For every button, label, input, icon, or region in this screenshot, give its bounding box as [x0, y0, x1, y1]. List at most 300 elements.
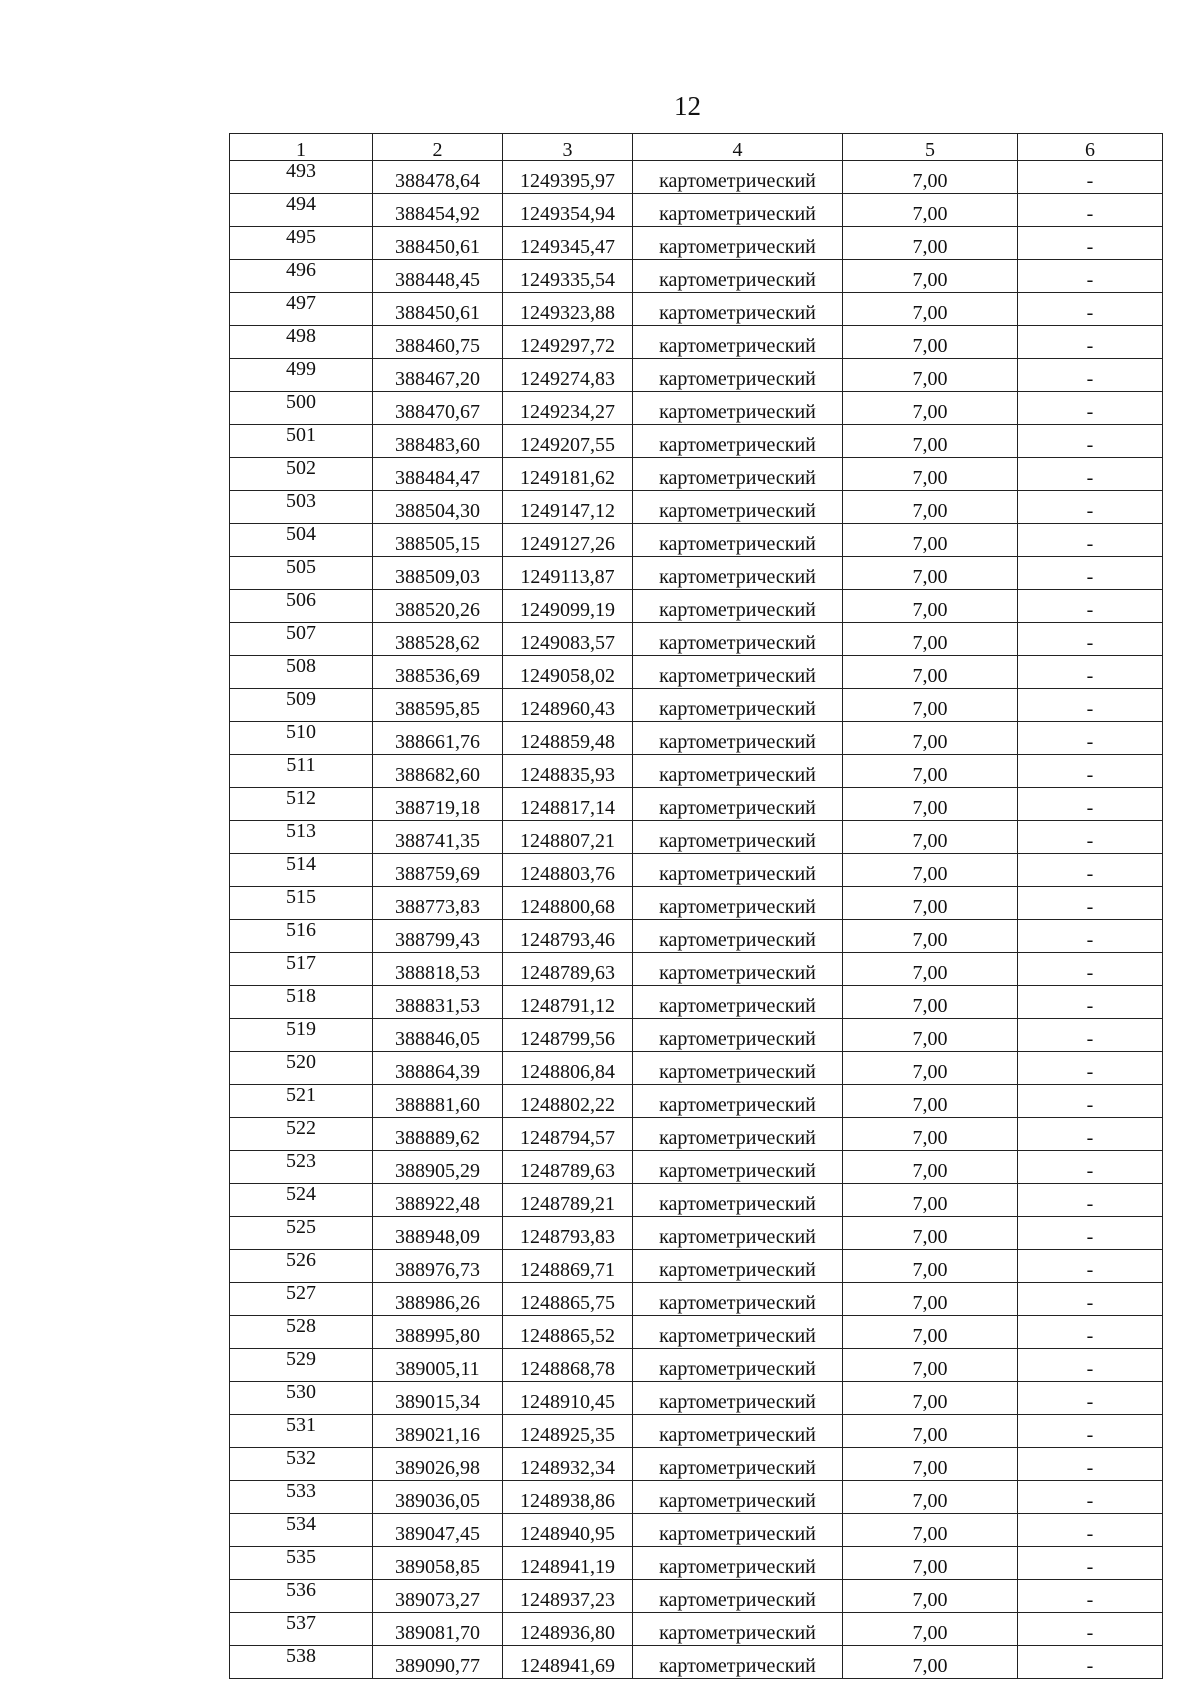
- y-coordinate-cell: 1248789,63: [503, 953, 633, 986]
- y-coordinate-cell: 1248789,63: [503, 1151, 633, 1184]
- y-coordinate-cell: 1248960,43: [503, 689, 633, 722]
- method-cell: картометрический: [633, 623, 843, 656]
- note-cell: -: [1018, 1217, 1163, 1250]
- accuracy-cell: 7,00: [843, 326, 1018, 359]
- y-coordinate-cell: 1249181,62: [503, 458, 633, 491]
- y-coordinate-cell: 1248791,12: [503, 986, 633, 1019]
- point-number-cell: 525: [230, 1217, 373, 1250]
- x-coordinate-cell: 389047,45: [373, 1514, 503, 1547]
- method-cell: картометрический: [633, 1217, 843, 1250]
- y-coordinate-cell: 1248936,80: [503, 1613, 633, 1646]
- note-cell: -: [1018, 227, 1163, 260]
- accuracy-cell: 7,00: [843, 920, 1018, 953]
- accuracy-cell: 7,00: [843, 1283, 1018, 1316]
- y-coordinate-cell: 1248910,45: [503, 1382, 633, 1415]
- point-number-cell: 527: [230, 1283, 373, 1316]
- y-coordinate-cell: 1248941,69: [503, 1646, 633, 1679]
- x-coordinate-cell: 388846,05: [373, 1019, 503, 1052]
- table-row: [230, 359, 1163, 392]
- point-number-cell: 500: [230, 392, 373, 425]
- note-cell: -: [1018, 1151, 1163, 1184]
- y-coordinate-cell: 1249147,12: [503, 491, 633, 524]
- method-cell: картометрический: [633, 1646, 843, 1679]
- accuracy-cell: 7,00: [843, 227, 1018, 260]
- table-row: [230, 161, 1163, 194]
- y-coordinate-cell: 1249323,88: [503, 293, 633, 326]
- x-coordinate-cell: 388976,73: [373, 1250, 503, 1283]
- y-coordinate-cell: 1248793,83: [503, 1217, 633, 1250]
- method-cell: картометрический: [633, 491, 843, 524]
- point-number-cell: 507: [230, 623, 373, 656]
- point-number-cell: 538: [230, 1646, 373, 1679]
- x-coordinate-cell: 389036,05: [373, 1481, 503, 1514]
- method-cell: картометрический: [633, 1316, 843, 1349]
- x-coordinate-cell: 388448,45: [373, 260, 503, 293]
- table-row: [230, 1382, 1163, 1415]
- y-coordinate-cell: 1248799,56: [503, 1019, 633, 1052]
- table-row: [230, 1250, 1163, 1283]
- accuracy-cell: 7,00: [843, 1580, 1018, 1613]
- y-coordinate-cell: 1249099,19: [503, 590, 633, 623]
- y-coordinate-cell: 1248868,78: [503, 1349, 633, 1382]
- y-coordinate-cell: 1248932,34: [503, 1448, 633, 1481]
- accuracy-cell: 7,00: [843, 722, 1018, 755]
- point-number-cell: 509: [230, 689, 373, 722]
- point-number-cell: 496: [230, 260, 373, 293]
- table-row: [230, 1349, 1163, 1382]
- x-coordinate-cell: 388881,60: [373, 1085, 503, 1118]
- accuracy-cell: 7,00: [843, 524, 1018, 557]
- table-row: [230, 425, 1163, 458]
- point-number-cell: 497: [230, 293, 373, 326]
- y-coordinate-cell: 1249058,02: [503, 656, 633, 689]
- method-cell: картометрический: [633, 821, 843, 854]
- point-number-cell: 518: [230, 986, 373, 1019]
- y-coordinate-cell: 1248859,48: [503, 722, 633, 755]
- point-number-cell: 506: [230, 590, 373, 623]
- table-row: [230, 590, 1163, 623]
- point-number-cell: 520: [230, 1052, 373, 1085]
- method-cell: картометрический: [633, 392, 843, 425]
- table-row: [230, 1547, 1163, 1580]
- method-cell: картометрический: [633, 953, 843, 986]
- x-coordinate-cell: 388505,15: [373, 524, 503, 557]
- column-header: 1: [230, 134, 373, 161]
- method-cell: картометрический: [633, 689, 843, 722]
- note-cell: -: [1018, 920, 1163, 953]
- method-cell: картометрический: [633, 557, 843, 590]
- y-coordinate-cell: 1249083,57: [503, 623, 633, 656]
- table-row: [230, 1184, 1163, 1217]
- point-number-cell: 532: [230, 1448, 373, 1481]
- column-header: 2: [373, 134, 503, 161]
- method-cell: картометрический: [633, 326, 843, 359]
- accuracy-cell: 7,00: [843, 656, 1018, 689]
- point-number-cell: 501: [230, 425, 373, 458]
- accuracy-cell: 7,00: [843, 260, 1018, 293]
- note-cell: -: [1018, 656, 1163, 689]
- y-coordinate-cell: 1248865,52: [503, 1316, 633, 1349]
- accuracy-cell: 7,00: [843, 1349, 1018, 1382]
- x-coordinate-cell: 388450,61: [373, 227, 503, 260]
- x-coordinate-cell: 388520,26: [373, 590, 503, 623]
- note-cell: -: [1018, 557, 1163, 590]
- y-coordinate-cell: 1249127,26: [503, 524, 633, 557]
- y-coordinate-cell: 1248835,93: [503, 755, 633, 788]
- table-row: [230, 854, 1163, 887]
- x-coordinate-cell: 388682,60: [373, 755, 503, 788]
- note-cell: -: [1018, 1481, 1163, 1514]
- x-coordinate-cell: 388741,35: [373, 821, 503, 854]
- accuracy-cell: 7,00: [843, 689, 1018, 722]
- accuracy-cell: 7,00: [843, 1316, 1018, 1349]
- y-coordinate-cell: 1248940,95: [503, 1514, 633, 1547]
- table-row: [230, 1151, 1163, 1184]
- point-number-cell: 503: [230, 491, 373, 524]
- note-cell: -: [1018, 161, 1163, 194]
- note-cell: -: [1018, 1118, 1163, 1151]
- point-number-cell: 533: [230, 1481, 373, 1514]
- x-coordinate-cell: 388509,03: [373, 557, 503, 590]
- x-coordinate-cell: 388759,69: [373, 854, 503, 887]
- accuracy-cell: 7,00: [843, 293, 1018, 326]
- point-number-cell: 521: [230, 1085, 373, 1118]
- accuracy-cell: 7,00: [843, 1085, 1018, 1118]
- accuracy-cell: 7,00: [843, 1184, 1018, 1217]
- x-coordinate-cell: 388467,20: [373, 359, 503, 392]
- accuracy-cell: 7,00: [843, 788, 1018, 821]
- method-cell: картометрический: [633, 1580, 843, 1613]
- x-coordinate-cell: 388470,67: [373, 392, 503, 425]
- note-cell: -: [1018, 1580, 1163, 1613]
- method-cell: картометрический: [633, 1613, 843, 1646]
- table-row: [230, 689, 1163, 722]
- point-number-cell: 511: [230, 755, 373, 788]
- point-number-cell: 493: [230, 161, 373, 194]
- note-cell: -: [1018, 590, 1163, 623]
- x-coordinate-cell: 388799,43: [373, 920, 503, 953]
- table-row: [230, 821, 1163, 854]
- point-number-cell: 522: [230, 1118, 373, 1151]
- method-cell: картометрический: [633, 161, 843, 194]
- table-row: [230, 1448, 1163, 1481]
- accuracy-cell: 7,00: [843, 854, 1018, 887]
- x-coordinate-cell: 389026,98: [373, 1448, 503, 1481]
- note-cell: -: [1018, 1349, 1163, 1382]
- coordinates-table: [229, 133, 1163, 1679]
- accuracy-cell: 7,00: [843, 1151, 1018, 1184]
- point-number-cell: 517: [230, 953, 373, 986]
- note-cell: -: [1018, 1613, 1163, 1646]
- note-cell: -: [1018, 1448, 1163, 1481]
- y-coordinate-cell: 1249297,72: [503, 326, 633, 359]
- method-cell: картометрический: [633, 722, 843, 755]
- note-cell: -: [1018, 1250, 1163, 1283]
- note-cell: -: [1018, 854, 1163, 887]
- y-coordinate-cell: 1248807,21: [503, 821, 633, 854]
- method-cell: картометрический: [633, 1283, 843, 1316]
- note-cell: -: [1018, 689, 1163, 722]
- x-coordinate-cell: 388460,75: [373, 326, 503, 359]
- note-cell: -: [1018, 194, 1163, 227]
- accuracy-cell: 7,00: [843, 458, 1018, 491]
- y-coordinate-cell: 1248793,46: [503, 920, 633, 953]
- note-cell: -: [1018, 887, 1163, 920]
- x-coordinate-cell: 389073,27: [373, 1580, 503, 1613]
- column-header: 5: [843, 134, 1018, 161]
- table-row: [230, 260, 1163, 293]
- method-cell: картометрический: [633, 1184, 843, 1217]
- y-coordinate-cell: 1249354,94: [503, 194, 633, 227]
- table-row: [230, 887, 1163, 920]
- method-cell: картометрический: [633, 1514, 843, 1547]
- x-coordinate-cell: 388478,64: [373, 161, 503, 194]
- point-number-cell: 526: [230, 1250, 373, 1283]
- note-cell: -: [1018, 1052, 1163, 1085]
- table-row: [230, 1052, 1163, 1085]
- y-coordinate-cell: 1249335,54: [503, 260, 633, 293]
- table-row: [230, 656, 1163, 689]
- note-cell: -: [1018, 1415, 1163, 1448]
- y-coordinate-cell: 1249395,97: [503, 161, 633, 194]
- y-coordinate-cell: 1249113,87: [503, 557, 633, 590]
- table-row: [230, 392, 1163, 425]
- y-coordinate-cell: 1248802,22: [503, 1085, 633, 1118]
- accuracy-cell: 7,00: [843, 1613, 1018, 1646]
- point-number-cell: 494: [230, 194, 373, 227]
- column-header: 4: [633, 134, 843, 161]
- accuracy-cell: 7,00: [843, 194, 1018, 227]
- table-row: [230, 1646, 1163, 1679]
- x-coordinate-cell: 388484,47: [373, 458, 503, 491]
- method-cell: картометрический: [633, 1481, 843, 1514]
- point-number-cell: 499: [230, 359, 373, 392]
- point-number-cell: 530: [230, 1382, 373, 1415]
- method-cell: картометрический: [633, 1019, 843, 1052]
- method-cell: картометрический: [633, 1052, 843, 1085]
- accuracy-cell: 7,00: [843, 821, 1018, 854]
- x-coordinate-cell: 388818,53: [373, 953, 503, 986]
- method-cell: картометрический: [633, 260, 843, 293]
- x-coordinate-cell: 388719,18: [373, 788, 503, 821]
- x-coordinate-cell: 389090,77: [373, 1646, 503, 1679]
- note-cell: -: [1018, 326, 1163, 359]
- y-coordinate-cell: 1248938,86: [503, 1481, 633, 1514]
- point-number-cell: 537: [230, 1613, 373, 1646]
- column-header: 6: [1018, 134, 1163, 161]
- x-coordinate-cell: 388831,53: [373, 986, 503, 1019]
- y-coordinate-cell: 1248817,14: [503, 788, 633, 821]
- note-cell: -: [1018, 1085, 1163, 1118]
- point-number-cell: 534: [230, 1514, 373, 1547]
- point-number-cell: 523: [230, 1151, 373, 1184]
- note-cell: -: [1018, 1514, 1163, 1547]
- accuracy-cell: 7,00: [843, 623, 1018, 656]
- x-coordinate-cell: 388864,39: [373, 1052, 503, 1085]
- point-number-cell: 524: [230, 1184, 373, 1217]
- accuracy-cell: 7,00: [843, 755, 1018, 788]
- x-coordinate-cell: 388922,48: [373, 1184, 503, 1217]
- method-cell: картометрический: [633, 1151, 843, 1184]
- point-number-cell: 508: [230, 656, 373, 689]
- y-coordinate-cell: 1248806,84: [503, 1052, 633, 1085]
- point-number-cell: 505: [230, 557, 373, 590]
- method-cell: картометрический: [633, 1415, 843, 1448]
- table-row: [230, 1217, 1163, 1250]
- table-row: [230, 1283, 1163, 1316]
- table-row: [230, 1481, 1163, 1514]
- column-header: 3: [503, 134, 633, 161]
- note-cell: -: [1018, 1019, 1163, 1052]
- table-row: [230, 623, 1163, 656]
- method-cell: картометрический: [633, 1349, 843, 1382]
- method-cell: картометрический: [633, 920, 843, 953]
- point-number-cell: 529: [230, 1349, 373, 1382]
- point-number-cell: 519: [230, 1019, 373, 1052]
- y-coordinate-cell: 1249274,83: [503, 359, 633, 392]
- method-cell: картометрический: [633, 986, 843, 1019]
- note-cell: -: [1018, 491, 1163, 524]
- note-cell: -: [1018, 821, 1163, 854]
- table-row: [230, 1415, 1163, 1448]
- accuracy-cell: 7,00: [843, 986, 1018, 1019]
- accuracy-cell: 7,00: [843, 425, 1018, 458]
- accuracy-cell: 7,00: [843, 161, 1018, 194]
- note-cell: -: [1018, 1547, 1163, 1580]
- accuracy-cell: 7,00: [843, 1382, 1018, 1415]
- x-coordinate-cell: 388454,92: [373, 194, 503, 227]
- table-row: [230, 953, 1163, 986]
- table-row: [230, 326, 1163, 359]
- accuracy-cell: 7,00: [843, 1514, 1018, 1547]
- note-cell: -: [1018, 986, 1163, 1019]
- point-number-cell: 510: [230, 722, 373, 755]
- table-row: [230, 458, 1163, 491]
- note-cell: -: [1018, 1382, 1163, 1415]
- accuracy-cell: 7,00: [843, 1547, 1018, 1580]
- x-coordinate-cell: 389005,11: [373, 1349, 503, 1382]
- table-row: [230, 986, 1163, 1019]
- method-cell: картометрический: [633, 1382, 843, 1415]
- point-number-cell: 528: [230, 1316, 373, 1349]
- y-coordinate-cell: 1248869,71: [503, 1250, 633, 1283]
- method-cell: картометрический: [633, 1118, 843, 1151]
- note-cell: -: [1018, 953, 1163, 986]
- table-row: [230, 1514, 1163, 1547]
- point-number-cell: 515: [230, 887, 373, 920]
- note-cell: -: [1018, 293, 1163, 326]
- method-cell: картометрический: [633, 359, 843, 392]
- method-cell: картометрический: [633, 887, 843, 920]
- accuracy-cell: 7,00: [843, 1646, 1018, 1679]
- y-coordinate-cell: 1249345,47: [503, 227, 633, 260]
- accuracy-cell: 7,00: [843, 590, 1018, 623]
- note-cell: -: [1018, 1184, 1163, 1217]
- table-row: [230, 557, 1163, 590]
- table-row: [230, 1085, 1163, 1118]
- table-row: [230, 1019, 1163, 1052]
- table-row: [230, 1613, 1163, 1646]
- y-coordinate-cell: 1249207,55: [503, 425, 633, 458]
- method-cell: картометрический: [633, 1448, 843, 1481]
- x-coordinate-cell: 388528,62: [373, 623, 503, 656]
- note-cell: -: [1018, 788, 1163, 821]
- y-coordinate-cell: 1248925,35: [503, 1415, 633, 1448]
- point-number-cell: 504: [230, 524, 373, 557]
- point-number-cell: 495: [230, 227, 373, 260]
- method-cell: картометрический: [633, 293, 843, 326]
- note-cell: -: [1018, 392, 1163, 425]
- x-coordinate-cell: 389015,34: [373, 1382, 503, 1415]
- table-row: [230, 1118, 1163, 1151]
- method-cell: картометрический: [633, 1250, 843, 1283]
- accuracy-cell: 7,00: [843, 392, 1018, 425]
- x-coordinate-cell: 388450,61: [373, 293, 503, 326]
- y-coordinate-cell: 1248941,19: [503, 1547, 633, 1580]
- table-row: [230, 755, 1163, 788]
- method-cell: картометрический: [633, 656, 843, 689]
- method-cell: картометрический: [633, 524, 843, 557]
- x-coordinate-cell: 388661,76: [373, 722, 503, 755]
- point-number-cell: 513: [230, 821, 373, 854]
- table-row: [230, 293, 1163, 326]
- note-cell: -: [1018, 458, 1163, 491]
- y-coordinate-cell: 1249234,27: [503, 392, 633, 425]
- table-row: [230, 524, 1163, 557]
- method-cell: картометрический: [633, 755, 843, 788]
- accuracy-cell: 7,00: [843, 1217, 1018, 1250]
- accuracy-cell: 7,00: [843, 1415, 1018, 1448]
- x-coordinate-cell: 388948,09: [373, 1217, 503, 1250]
- table-row: [230, 1580, 1163, 1613]
- table-body: [230, 161, 1163, 1679]
- method-cell: картометрический: [633, 1547, 843, 1580]
- x-coordinate-cell: 388536,69: [373, 656, 503, 689]
- accuracy-cell: 7,00: [843, 1481, 1018, 1514]
- x-coordinate-cell: 388889,62: [373, 1118, 503, 1151]
- x-coordinate-cell: 388995,80: [373, 1316, 503, 1349]
- table-row: [230, 920, 1163, 953]
- x-coordinate-cell: 388595,85: [373, 689, 503, 722]
- table-row: [230, 722, 1163, 755]
- note-cell: -: [1018, 722, 1163, 755]
- method-cell: картометрический: [633, 1085, 843, 1118]
- y-coordinate-cell: 1248803,76: [503, 854, 633, 887]
- x-coordinate-cell: 389058,85: [373, 1547, 503, 1580]
- note-cell: -: [1018, 755, 1163, 788]
- method-cell: картометрический: [633, 425, 843, 458]
- method-cell: картометрический: [633, 194, 843, 227]
- accuracy-cell: 7,00: [843, 953, 1018, 986]
- accuracy-cell: 7,00: [843, 1118, 1018, 1151]
- method-cell: картометрический: [633, 788, 843, 821]
- y-coordinate-cell: 1248865,75: [503, 1283, 633, 1316]
- accuracy-cell: 7,00: [843, 1250, 1018, 1283]
- accuracy-cell: 7,00: [843, 359, 1018, 392]
- y-coordinate-cell: 1248789,21: [503, 1184, 633, 1217]
- point-number-cell: 498: [230, 326, 373, 359]
- x-coordinate-cell: 389081,70: [373, 1613, 503, 1646]
- x-coordinate-cell: 388986,26: [373, 1283, 503, 1316]
- note-cell: -: [1018, 359, 1163, 392]
- method-cell: картометрический: [633, 854, 843, 887]
- note-cell: -: [1018, 1283, 1163, 1316]
- point-number-cell: 516: [230, 920, 373, 953]
- table-row: [230, 491, 1163, 524]
- accuracy-cell: 7,00: [843, 1448, 1018, 1481]
- note-cell: -: [1018, 623, 1163, 656]
- table-row: [230, 227, 1163, 260]
